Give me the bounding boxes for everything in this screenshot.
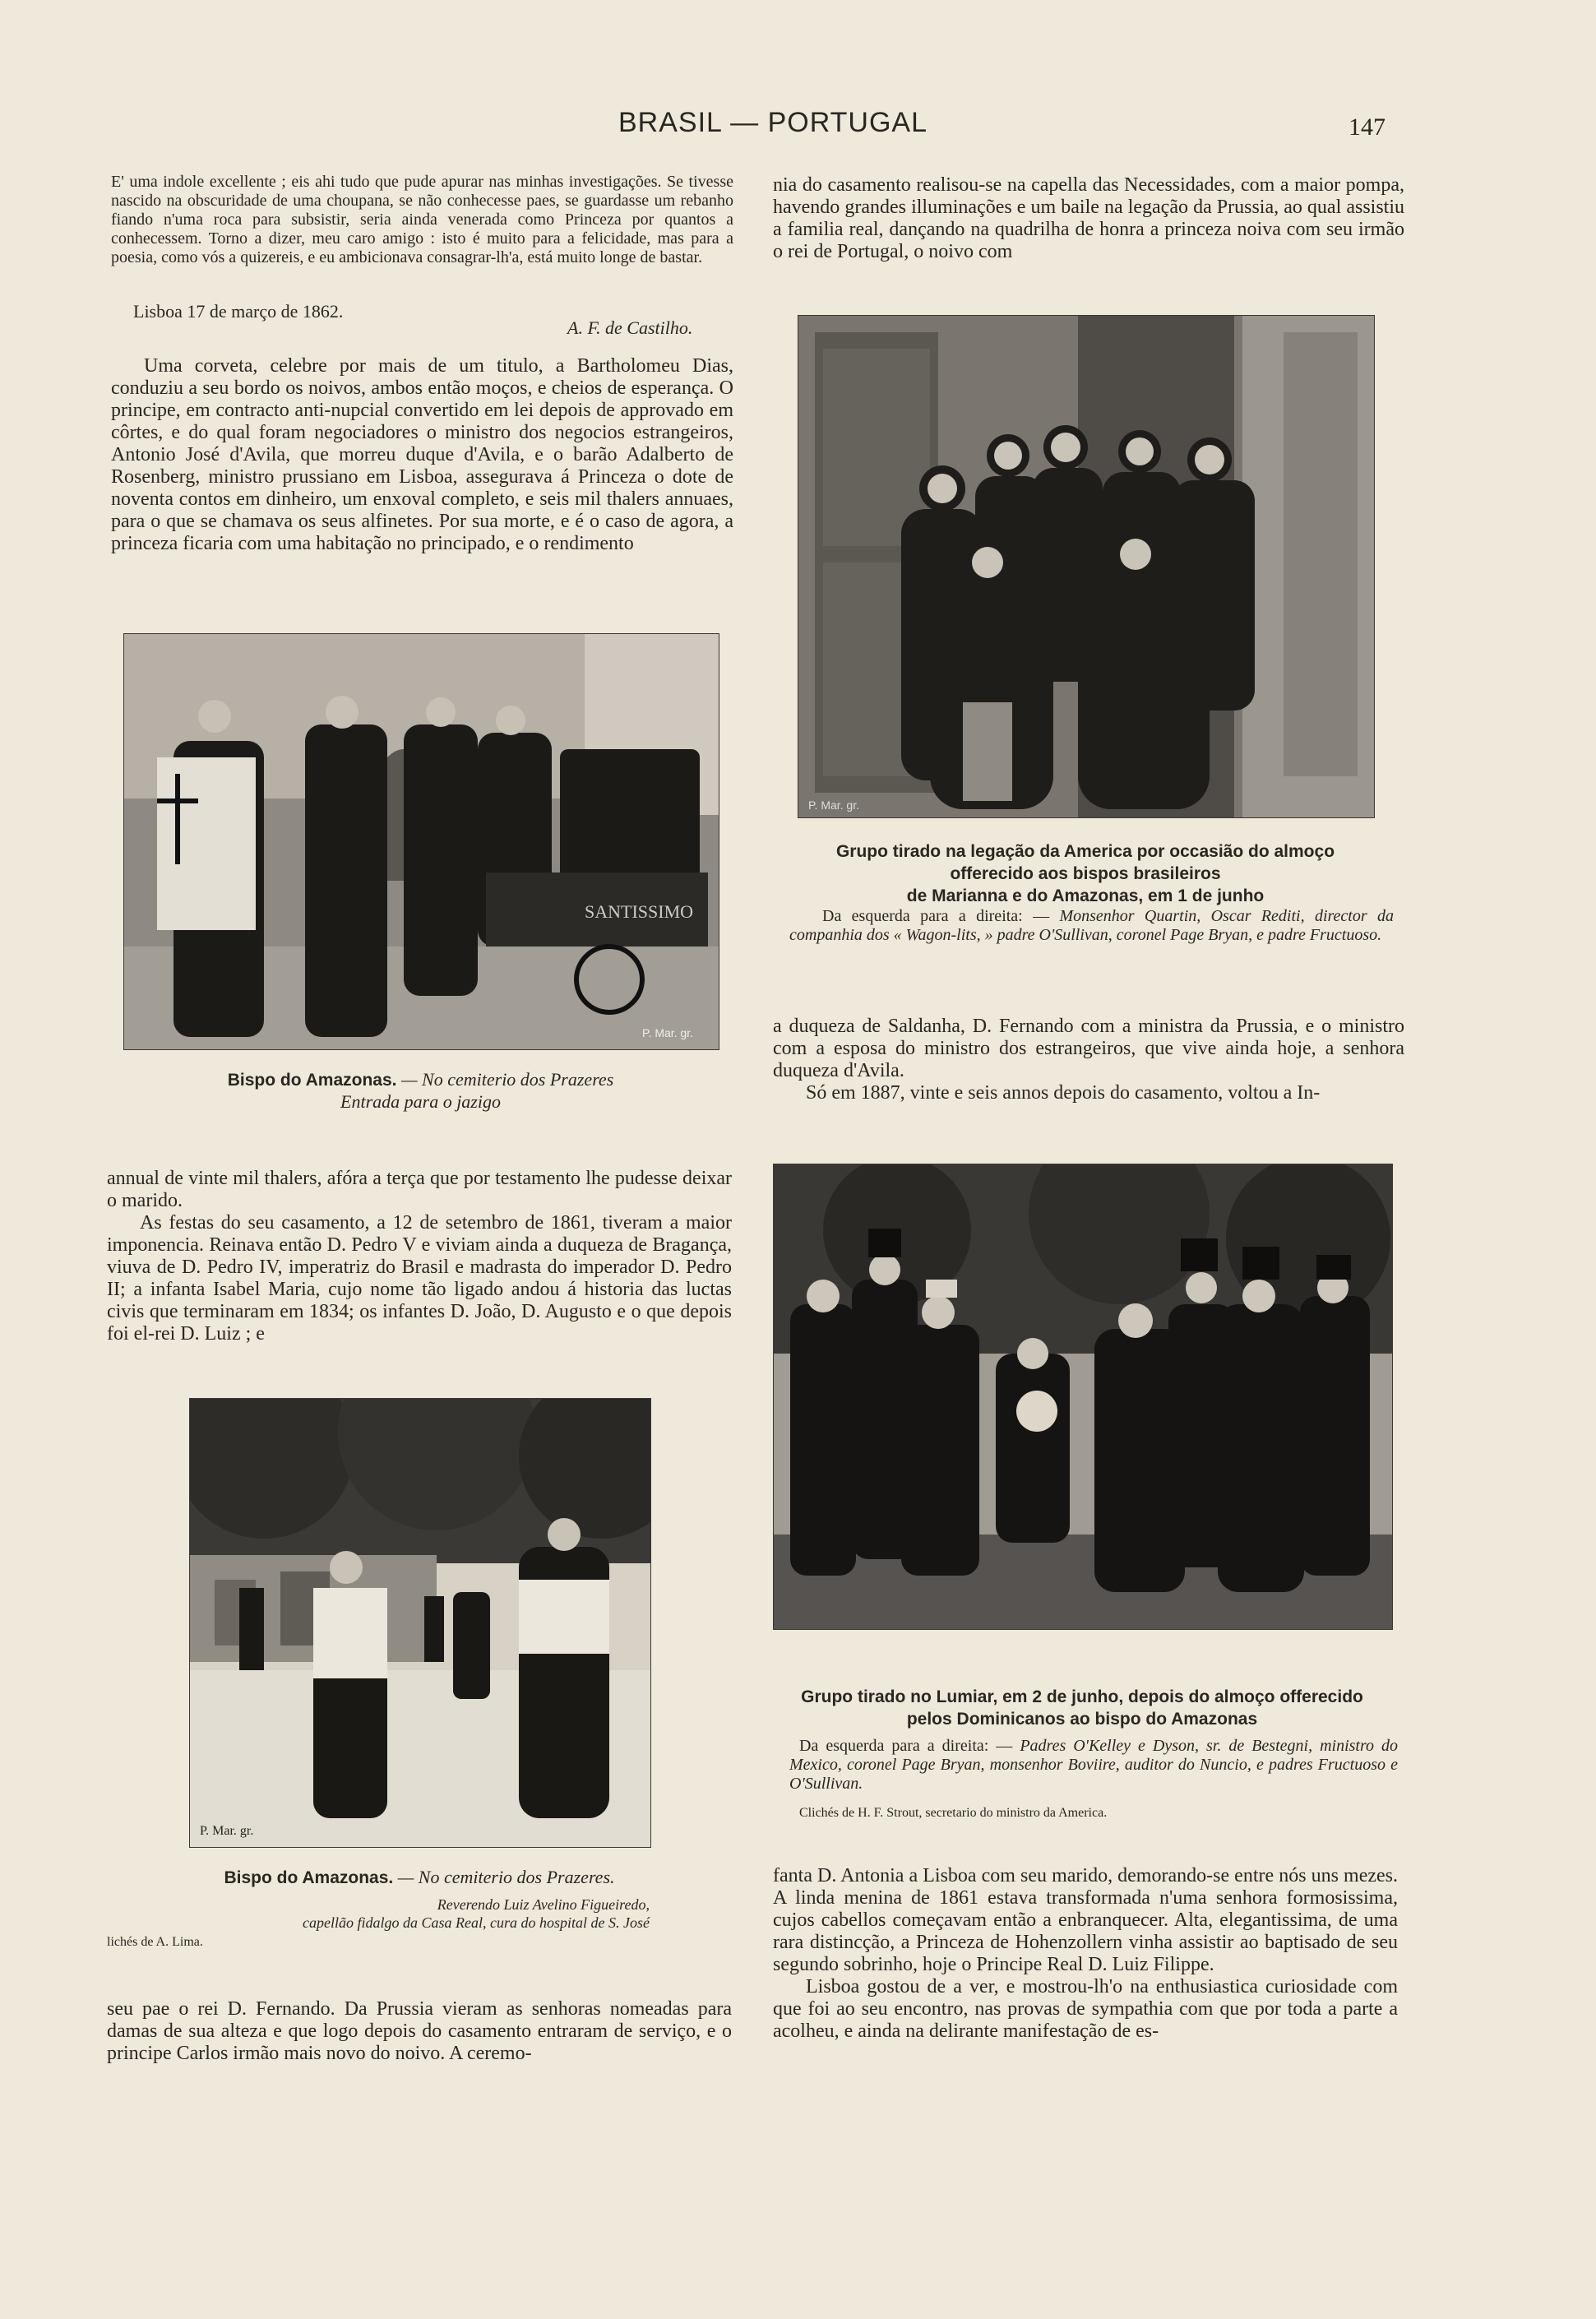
caption-bold: Bispo do Amazonas.	[227, 1071, 397, 1090]
photo-legation-group	[798, 315, 1375, 818]
letter-quote: E' uma indole excellente ; eis ahi tudo que pude apurar nas minhas investigações. Se tivesse nascido na obscuridade de uma choupana, se não conhecesse paes, se guardasse um rebanho fiando n'uma roca para subsistir, seria ainda venerada como Princeza por quantos a conhecessem. Torno a dizer, meu caro amigo : isto é muito para a felicidade, mas para a poesia, como vós a quizereis, e eu ambicionava consagrar-lh'a, está muito longe de bastar.	[111, 173, 733, 266]
caption-line: pelos Dominicanos ao bispo do Amazonas	[906, 1710, 1258, 1729]
caption-italic: — No cemiterio dos Prazeres.	[397, 1867, 615, 1887]
photo-lumiar-group	[773, 1164, 1393, 1630]
caption-line: Grupo tirado no Lumiar, em 2 de junho, depois do almoço offerecido	[801, 1687, 1363, 1706]
dateline: Lisboa 17 de março de 1862.	[133, 301, 344, 322]
names-intro: Da esquerda para a direita: —	[799, 1737, 1013, 1755]
caption-line: offerecido aos bispos brasileiros	[950, 864, 1221, 883]
paragraph-text: nia do casamento realisou-se na capella das Necessidades, com a maior pompa, havendo grandes illuminações e um baile na legação da Prussia, ao qual assistiu a familia real, dançando na quadrilha de honra a princeza noiva com seu irmão o rei de Portugal, o noivo com	[773, 174, 1404, 262]
names-intro: Da esquerda para a direita: —	[822, 907, 1050, 925]
engraver-signature: P. Mar. gr.	[200, 1824, 254, 1838]
caption-line: de Marianna e do Amazonas, em 1 de junho	[906, 886, 1265, 905]
photo-hearse	[123, 633, 719, 1050]
body-paragraph	[773, 1016, 1404, 1104]
paragraph-text: seu pae o rei D. Fernando. Da Prussia vieram as senhoras nomeadas para damas de sua alteza e que logo depois do casamento entraram de serviço, e o principe Carlos irmão mais novo do noivo. A ceremo-	[107, 1998, 732, 2064]
photo-caption	[773, 1686, 1391, 1730]
names-list: Padres O'Kelley e Dyson, sr. de Bestegni, ministro do Mexico, coronel Page Bryan, monsenhor Boviire, auditor do Nuncio, e padres Fructuoso e O'Sullivan.	[789, 1737, 1399, 1793]
caption-bold: Bispo do Amazonas.	[224, 1868, 394, 1887]
paragraph-text: Lisboa gostou de a ver, e mostrou-lh'o na enthusiastica curiosidade com que foi ao seu encontro, nas provas de sympathia com que por toda a parte a acolheu, e ainda na delirante manifestação de es-	[773, 1976, 1398, 2042]
photo-illustration	[124, 634, 719, 1049]
photo-credit: lichés de A. Lima.	[107, 1935, 203, 1949]
photo-caption	[123, 1069, 718, 1113]
photo-illustration	[190, 1399, 650, 1847]
paragraph-text: annual de vinte mil thalers, afóra a terça que por testamento lhe pudesse deixar o marido.	[107, 1168, 732, 1211]
photo-names	[789, 1737, 1398, 1794]
photo-illustration	[774, 1164, 1392, 1629]
engraver-signature: P. Mar. gr.	[808, 798, 859, 812]
body-paragraph	[773, 1865, 1398, 2043]
paragraph-text: a duqueza de Saldanha, D. Fernando com a ministra da Prussia, e o ministro com a esposa do ministro dos estrangeiros, que vive ainda hoje, a senhora duqueza d'Avila.	[773, 1016, 1404, 1081]
photo-credit: Clichés de H. F. Strout, secretario do ministro da America.	[799, 1806, 1108, 1820]
body-paragraph	[107, 1998, 732, 2065]
caption-italic: Entrada para o jazigo	[340, 1091, 501, 1112]
photo-names	[789, 907, 1394, 945]
subtitle-line: capellão fidalgo da Casa Real, cura do hospital de S. José	[303, 1914, 650, 1931]
engraver-signature: P. Mar. gr.	[642, 1026, 693, 1039]
body-paragraph	[107, 1168, 732, 1345]
body-paragraph	[111, 355, 733, 555]
body-paragraph	[773, 174, 1404, 263]
caption-line: Grupo tirado na legação da America por occasião do almoço	[835, 842, 1335, 861]
paragraph-text: Só em 1887, vinte e seis annos depois do casamento, voltou a In-	[806, 1082, 1321, 1104]
paragraph-text: As festas do seu casamento, a 12 de setembro de 1861, tiveram a maior imponencia. Reinava então D. Pedro V e viviam ainda a duqueza de Bragança, viuva de D. Pedro IV, imperatriz do Brasil e madrasta do imperador D. Pedro II; a infanta Isabel Maria, cujo nome tão ligado andou á historia das luctas civis que terminaram em 1834; os infantes D. João, D. Augusto e o que depois foi el-rei D. Luiz ; e	[107, 1212, 732, 1345]
paragraph-text: Uma corveta, celebre por mais de um titulo, a Bartholomeu Dias, conduziu a seu bordo os noivos, ambos então moços, e cheios de esperança. O principe, em contracto anti-nupcial convertido em lei depois de approvado em côrtes, e do qual foram negociadores o ministro dos negocios estrangeiros, Antonio José d'Avila, que morreu duque d'Avila, e o barão Adalberto de Rosenberg, ministro prussiano em Lisboa, assegurava á Princeza o dote de noventa contos em dinheiro, um enxoval completo, e seis mil thalers annuaes, para o que se chamava os seus alfinetes. Por sua morte, e é o caso de agora, a princeza ficaria com uma habitação no principado, e o rendimento	[111, 355, 733, 554]
names-list: Monsenhor Quartin, Oscar Rediti, director da companhia dos « Wagon-lits, » padre O'Sullivan, coronel Page Bryan, e padre Fructuoso.	[789, 907, 1394, 944]
letter-signature: A. F. de Castilho.	[567, 317, 693, 338]
photo-illustration	[798, 316, 1374, 817]
hearse-inscription: SANTISSIMO	[585, 901, 694, 922]
caption-italic: — No cemiterio dos Prazeres	[400, 1069, 614, 1090]
photo-caption	[164, 1867, 674, 1889]
running-header: BRASIL — PORTUGAL	[618, 107, 928, 138]
caption-subtitle	[164, 1895, 650, 1932]
photo-caption	[789, 840, 1381, 907]
subtitle-line: Reverendo Luiz Avelino Figueiredo,	[437, 1896, 650, 1913]
paragraph-text: fanta D. Antonia a Lisboa com seu marido, demorando-se entre nós uns mezes. A linda menina de 1861 estava transformada n'uma senhora formosissima, cujos cabellos começavam então a enbranquecer. Alta, elegantissima, de uma rara distincção, a Princeza de Hohenzollern vinha assistir ao baptisado de seu segundo sobrinho, hoje o Principe Real D. Luiz Filippe.	[773, 1865, 1398, 1975]
photo-cemetery	[189, 1398, 651, 1848]
page-number: 147	[1349, 113, 1386, 141]
